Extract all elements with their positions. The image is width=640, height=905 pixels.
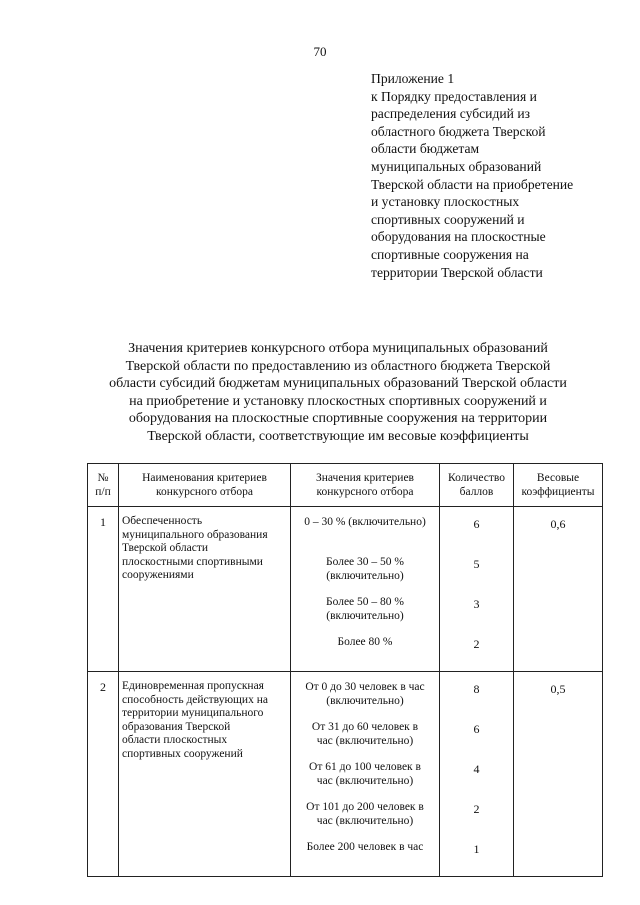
score-value: 5 [473,557,480,571]
header-criterion-values: Значения критериев конкурсного отбора [291,464,440,507]
table-header-row [88,464,603,507]
score-value: 2 [473,802,480,816]
criterion-value: Более 30 – 50 % (включительно) [326,556,404,582]
page-number: 70 [313,44,327,59]
table-row [88,672,603,877]
appendix-line: спортивные сооружения на [371,246,529,262]
appendix-line: оборудования на плоскостные [371,229,546,245]
appendix-line: Тверской области на приобретение [371,176,574,192]
criterion-value: Более 50 – 80 % (включительно) [326,596,404,622]
header-weight: Весовые коэффициенты [514,464,603,507]
criterion-name: Обеспеченность муниципального образования Тверской области плоскостными спортивными сооружениями [119,507,291,672]
appendix-line: и установку плоскостных [371,194,520,210]
criterion-value: От 61 до 100 человек в час (включительно) [309,761,421,787]
appendix-line: спортивных сооружений и [371,211,525,227]
appendix-line: областного бюджета Тверской [371,123,546,139]
score-values [440,507,514,672]
row-number: 1 [88,507,119,672]
weight-coefficient: 0,5 [514,672,603,877]
title-line: Тверской области по предоставлению из областного бюджета Тверской [125,358,551,374]
title-line: Значения критериев конкурсного отбора муниципальных образований [128,341,548,356]
appendix-line: к Порядку предоставления и [371,88,537,104]
header-criterion-name: Наименования критериев конкурсного отбора [119,464,291,507]
criterion-value: 0 – 30 % (включительно) [304,516,426,528]
criterion-value: От 31 до 60 человек в час (включительно) [311,721,419,747]
table-row [88,507,603,672]
criterion-values [291,672,440,877]
score-value: 4 [473,762,480,776]
criterion-value: Более 80 % [337,636,393,648]
appendix-line: распределения субсидий из [371,106,530,122]
score-value: 1 [473,842,480,856]
score-values [440,672,514,877]
title-line: Тверской области, соответствующие им весовые коэффициенты [147,428,529,444]
appendix-line: Приложение 1 [371,71,455,86]
criterion-value: От 0 до 30 человек в час (включительно) [305,681,425,707]
score-value: 3 [473,597,480,611]
score-value: 8 [473,682,480,696]
appendix-line: муниципальных образований [371,158,542,174]
criterion-values [291,507,440,672]
criterion-value: От 101 до 200 человек в час (включительно) [306,801,424,827]
row-number: 2 [88,672,119,877]
title-line: оборудования на плоскостные спортивные сооружения на территории [128,411,548,427]
criteria-table [87,463,603,877]
title-line: области субсидий бюджетам муниципальных образований Тверской области [109,376,567,392]
appendix-line: территории Тверской области [371,264,543,280]
header-score: Количество баллов [440,464,514,507]
criterion-value: Более 200 человек в час [306,841,424,853]
appendix-line: области бюджетам [371,141,480,157]
document-title [88,340,588,446]
appendix-caption [371,70,621,281]
weight-coefficient: 0,6 [514,507,603,672]
score-value: 6 [473,722,480,736]
title-line: на приобретение и установку плоскостных спортивных сооружений и [129,393,547,409]
score-value: 6 [473,517,480,531]
criterion-name: Единовременная пропускная способность действующих на территории муниципального образования Тверской области плоскостных спортивных сооружений [119,672,291,877]
header-num: № п/п [88,464,119,507]
score-value: 2 [473,637,480,651]
